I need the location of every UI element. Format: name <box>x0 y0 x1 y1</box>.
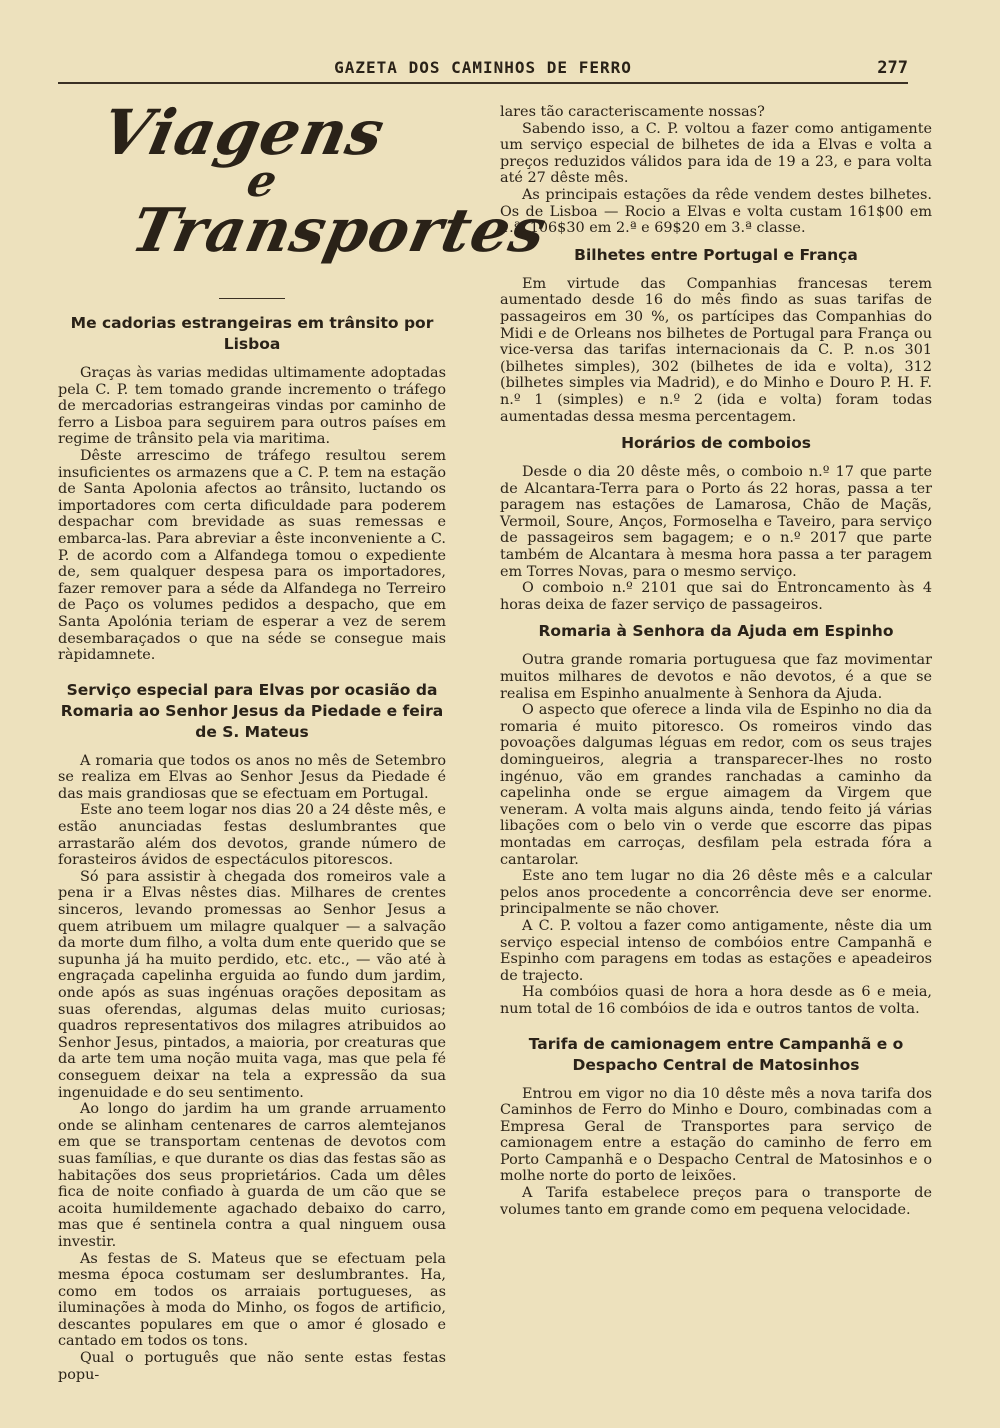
article-paragraph: A C. P. voltou a fazer como antigamente, nêste dia um serviço especial intenso de combóios entre Campanhã e Espinho com paragens em todas as estações e apeadeiros de trajecto. <box>500 917 932 984</box>
article-paragraph: Qual o português que não sente estas festas popu- <box>58 1350 446 1383</box>
article-paragraph: Desde o dia 20 dêste mês, o comboio n.º 17 que parte de Alcantara-Terra para o Porto ás 22 horas, passa a ter paragem nas estações de Lamarosa, Chão de Maçãs, Vermoil, Soure, Anços, Formoselha e Taveiro, para serviço de passageiros sem bagagem; e o n.º 2017 que parte também de Alcantara à mesma hora passa a ter paragem em Torres Novas, para o mesmo serviço. <box>500 464 932 580</box>
page-number: 277 <box>877 58 908 78</box>
article-paragraph: Só para assistir à chegada dos romeiros vale a pena ir a Elvas nêstes dias. Milhares de crentes sinceros, levando promessas ao Senhor Jesus a quem atribuem um milagre qualquer — a salvação da morte dum filho, a volta dum ente querido que se supunha já ha muito perdido, etc. etc., — vão até à engraçada capelinha erguida ao fundo dum jardim, onde após as suas ingénuas orações depositam as suas oferendas, algumas delas muito curiosas; quadros representativos dos milagres atribuidos ao Senhor Jesus, pintados, a maioria, por creaturas que da arte tem uma noção muita vaga, mas que pela fé conseguem deixar na tela a expressão da sua ingenuidade e do seu sentimento. <box>58 868 446 1101</box>
article-paragraph: Graças às varias medidas ultimamente adoptadas pela C. P. tem tomado grande incremento o tráfego de mercadorias estrangeiras vindas por caminho de ferro a Lisboa para seguirem para outros países em regime de trânsito pela via maritima. <box>58 365 446 448</box>
masthead-line-2: e <box>242 156 282 207</box>
article-paragraph: Entrou em vigor no dia 10 dêste mês a nova tarifa dos Caminhos de Ferro do Minho e Douro, combinadas com a Empresa Geral de Transportes para serviço de camionagem entre a estação do caminho de ferro em Porto Campanhã e o Despacho Central de Matosinhos e o molhe norte do porto de leixões. <box>500 1085 932 1185</box>
running-title: GAZETA DOS CAMINHOS DE FERRO <box>334 58 632 77</box>
article-paragraph: As principais estações da rêde vendem destes bilhetes. Os de Lisboa — Rocio a Elvas e volta custam 161$00 em 1.ª, 106$30 em 2.ª e 69$20 em 3.ª classe. <box>500 186 932 237</box>
article-title-mercadorias: Me cadorias estrangeiras em trânsito por Lisboa <box>70 314 434 353</box>
article-paragraph: Ao longo do jardim ha um grande arruamento onde se alinham centenares de carros alemtejanos em que se transportam centenas de devotos com suas famílias, e que durante os dias das festas são as habitações dos seus proprietários. Cada um dêles fica de noite confiado à guarda de um cão que se acoita humildemente agachado debaixo do carro, mas que é sentinela contra a qual ninguem ousa investir. <box>58 1101 446 1250</box>
article-paragraph: Sabendo isso, a C. P. voltou a fazer como antigamente um serviço especial de bilhetes de ida a Elvas e volta a preços reduzidos válidos para ida de 19 a 23, e para volta até 27 dêste mês. <box>500 120 932 187</box>
article-paragraph: Outra grande romaria portuguesa que faz movimentar muitos milhares de devotos e não devotos, é a que se realisa em Espinho anualmente à Senhora da Ajuda. <box>500 652 932 702</box>
article-title-horarios: Horários de comboios <box>621 434 811 453</box>
article-paragraph: Ha combóios quasi de hora a hora desde as 6 e meia, num total de 16 combóios de ida e outros tantos de volta. <box>500 984 932 1017</box>
article-title-elvas: Serviço especial para Elvas por ocasião da Romaria ao Senhor Jesus da Piedade e feira de S. Mateus <box>60 680 444 741</box>
masthead-line-3: Transportes <box>125 196 553 266</box>
article-paragraph: A romaria que todos os anos no mês de Setembro se realiza em Elvas ao Senhor Jesus da Piedade é das mais grandiosas que se efectuam em Portugal. <box>58 752 446 802</box>
article-paragraph-continued: lares tão caracteriscamente nossas? <box>500 104 765 120</box>
article-paragraph: As festas de S. Mateus que se efectuam pela mesma época costumam ser deslumbrantes. Ha, como em todos os arraiais portugueses, as iluminações à moda do Minho, os fogos de artificio, descantes populares em que o amor é glosado e cantado em todos os tons. <box>58 1250 446 1350</box>
article-paragraph: Este ano tem lugar no dia 26 dêste mês e a calcular pelos anos procedente a concorrência deve ser enorme. principalmente se não chover. <box>500 868 932 918</box>
article-paragraph: O aspecto que oferece a linda vila de Espinho no dia da romaria é muito pitoresco. Os romeiros vindo das povoações dalgumas léguas em redor, com os seus trajes domingueiros, alegria a transparecer-lhes no rosto ingénuo, vão em grandes ranchadas a caminho da capelinha onde se ergue aimagem da Virgem que veneram. A volta mais alguns ainda, tendo feito já várias libações com o belo vin o verde que escorre das pipas montadas em carroças, desfilam pela estrada fóra a cantarolar. <box>500 702 932 868</box>
left-column <box>58 96 553 1383</box>
masthead-divider <box>219 298 285 299</box>
page-header <box>58 58 908 84</box>
article-paragraph: Em virtude das Companhias francesas terem aumentado desde 16 do mês findo as suas tarifas de passageiros em 30 %, os partícipes das Companhias do Midi e de Orleans nos bilhetes de Portugal para França ou vice-versa das tarifas internacionais da C. P. n.os 301 (bilhetes simples), 302 (bilhetes de ida e volta), 312 (bilhetes simples via Madrid), e do Minho e Douro P. H. F. n.º 1 (simples) e n.º 2 (ida e volta) foram todas aumentadas dessa mesma percentagem. <box>500 275 932 425</box>
article-paragraph: Dêste arrescimo de tráfego resultou serem insuficientes os armazens que a C. P. tem na estação de Santa Apolonia afectos ao trânsito, luctando os importadores com certa dificuldade para poderem despachar com brevidade as suas remessas e embarca-las. Para abreviar a êste inconveniente a C. P. de acordo com a Alfandega tomou o expediente de, sem qualquer despesa para os importadores, fazer remover para a séde da Alfandega no Terreiro de Paço os volumes pedidos a despacho, que em Santa Apolónia teriam de esperar a vez de serem desembaraçados o que na séde se consegue mais ràpidamnete. <box>58 447 446 664</box>
right-column <box>500 104 932 1218</box>
article-paragraph: Este ano teem logar nos dias 20 a 24 dêste mês, e estão anunciadas festas deslumbrantes que arrastarão além dos devotos, grande número de forasteiros ávidos de espectáculos pitorescos. <box>58 802 446 869</box>
article-paragraph: O comboio n.º 2101 que sai do Entroncamento às 4 horas deixa de fazer serviço de passageiros. <box>500 580 932 613</box>
article-title-camionagem: Tarifa de camionagem entre Campanhã e o Despacho Central de Matosinhos <box>528 1034 904 1074</box>
section-masthead <box>58 96 553 286</box>
article-title-espinho: Romaria à Senhora da Ajuda em Espinho <box>538 622 894 641</box>
article-paragraph: A Tarifa estabelece preços para o transporte de volumes tanto em grande como em pequena velocidade. <box>500 1185 932 1218</box>
masthead-line-1: Viagens <box>95 96 392 169</box>
article-title-franca: Bilhetes entre Portugal e França <box>574 245 858 264</box>
